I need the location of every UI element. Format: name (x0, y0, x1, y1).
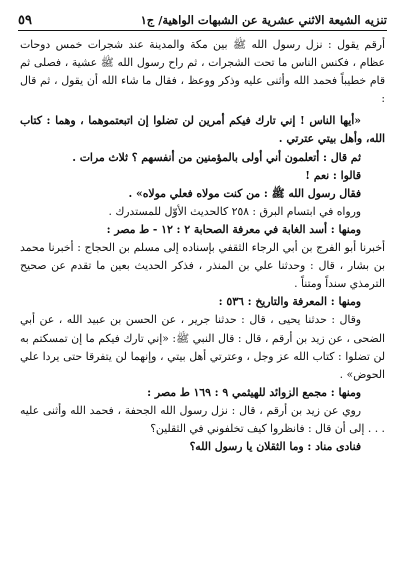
source-heading-usd-al-ghaba: ومنها : أسد الغابة في معرفة الصحابة ٢ : ١٢ - ط مصر : (106, 222, 361, 236)
intro-paragraph: أرقم يقول : نزل رسول الله ﷺ بين مكة والمدينة عند شجرات خمس دوحات عظام ، فكنس الناس ما تحت الشجرات ، ثم راح رسول الله ﷺ عشية ، فصلى ثم قام خطيباً فحمد الله وأثنى عليه وذكر ووعظ ، فقال ما شاء الله أن يقول ، ثم قال : (20, 38, 385, 106)
hadith-thaqalayn-paragraph: وقال : حدثنا يحيى ، قال : حدثنا جرير ، عن الحسن بن عبيد الله ، عن أبي الضحى ، عن زيد بن أرقم ، قال : قال النبي ﷺ: «إني تارك فيكم ما إن تمسكتم به لن تضلوا : كتاب الله عز وجل ، وعترتي أهل بيتي ، وإنهما لن يتفرقا حتى يردا علي الحوض» . (20, 313, 385, 381)
page-number: ٥٩ (18, 12, 32, 28)
source-note-ibtisam: ورواه في ابتسام البرق : ٢٥٨ كالحديث الأوّل للمستدرك . (108, 204, 361, 218)
header-rule (18, 30, 387, 31)
page-body (20, 36, 385, 456)
page-header (18, 12, 387, 28)
hadith-question: ثم قال : أتعلمون أني أولى بالمؤمنين من أنفسهم ؟ ثلاث مرات . (72, 150, 361, 164)
hadith-answer: قالوا : نعم ! (305, 168, 361, 182)
final-line: فنادى مناد : وما الثقلان يا رسول الله؟ (189, 440, 361, 454)
source-heading-marifa: ومنها : المعرفة والتاريخ : ٥٣٦ : (218, 295, 361, 309)
source-heading-majma: ومنها : مجمع الزوائد للهيثمي ٩ : ١٦٩ ط مصر : (147, 385, 361, 399)
juhfa-paragraph: روي عن زيد بن أرقم ، قال : نزل رسول الله الجحفة ، فحمد الله وأثنى عليه . . . إلى أن قال : فانظروا كيف تخلفوني في الثقلين؟ (20, 403, 385, 435)
hadith-conclusion: فقال رسول الله ﷺ : من كنت مولاه فعلي مولاه» . (128, 186, 361, 200)
isnad-paragraph: أخبرنا أبو الفرج بن أبي الرجاء الثقفي بإسناده إلى مسلم بن الحجاج : أخبرنا محمد بن بشار ، قال : وحدثنا علي بن المنذر ، فذكر الحديث بعين ما تقدم عن صحيح الترمذي سنداً ومتناً . (20, 241, 385, 291)
hadith-quote: «أيها الناس ! إني تارك فيكم أمرين لن تضلوا إن اتبعتموهما ، وهما : كتاب الله، وأهل بيتي عترتي . (20, 114, 385, 146)
running-title: تنزيه الشيعة الاثني عشرية عن الشبهات الواهية/ ج١ (140, 13, 387, 27)
